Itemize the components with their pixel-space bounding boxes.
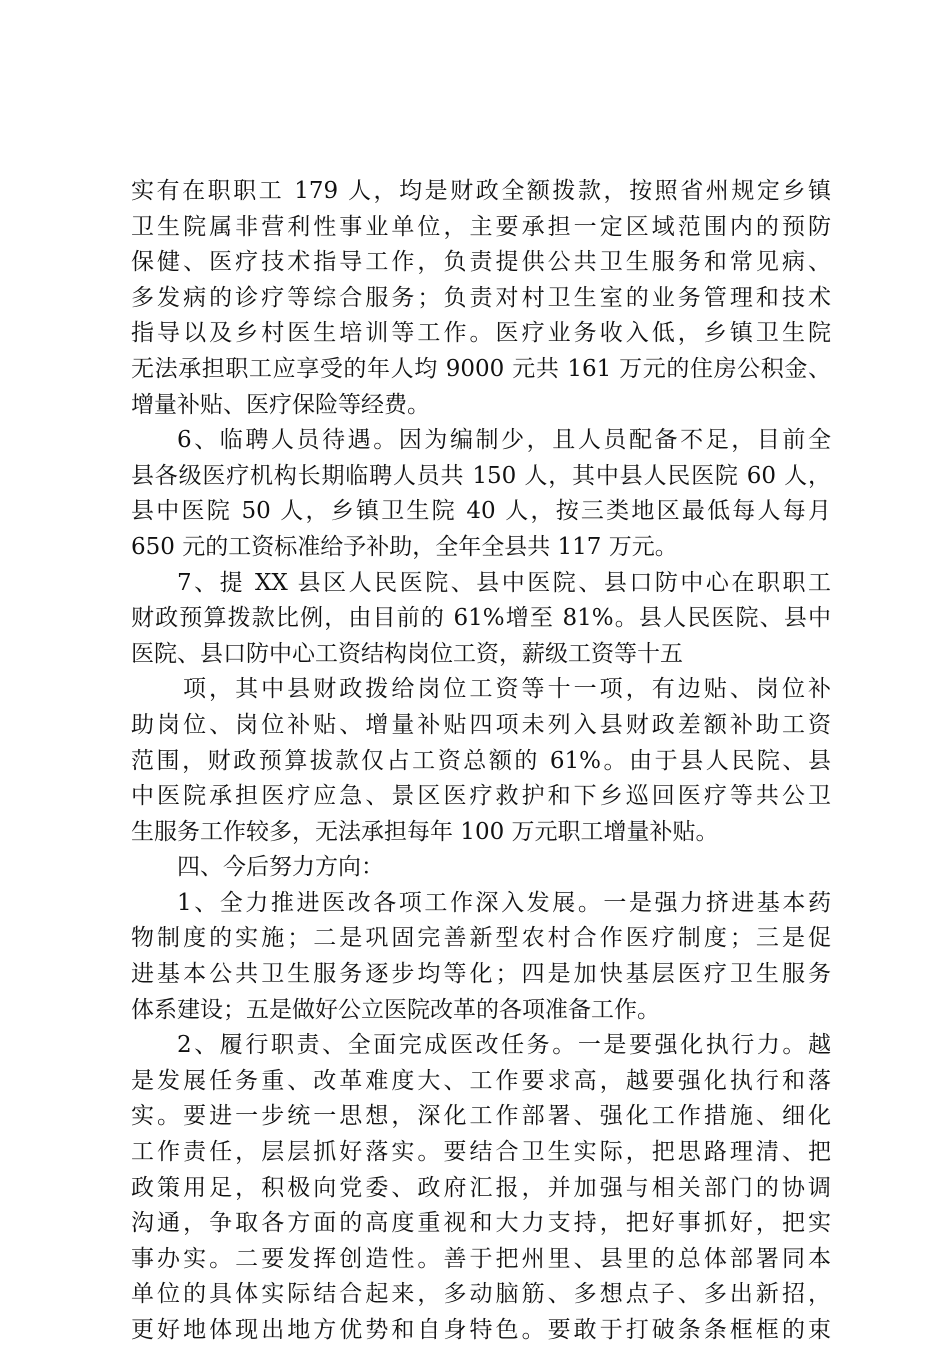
text-line: 6、临聘人员待遇。因为编制少，且人员配备不足，目前全 xyxy=(177,427,831,454)
text-line: 财政预算拨款比例，由目前的 61%增至 81%。县人民医院、县中 xyxy=(131,605,831,632)
text-line: 650 元的工资标准给予补助，全年全县共 117 万元。 xyxy=(131,533,678,560)
text-line: 事办实。二要发挥创造性。善于把州里、县里的总体部署同本 xyxy=(131,1245,831,1272)
text-line: 无法承担职工应享受的年人均 9000 元共 161 万元的住房公积金、 xyxy=(131,355,831,382)
text-line: 工作责任，层层抓好落实。要结合卫生实际，把思路理清、把 xyxy=(131,1139,831,1166)
text-line: 政策用足，积极向党委、政府汇报，并加强与相关部门的协调 xyxy=(131,1174,831,1201)
text-line: 更好地体现出地方优势和自身特色。要敢于打破条条框框的束 xyxy=(131,1317,831,1343)
text-line: 保健、医疗技术指导工作，负责提供公共卫生服务和常见病、 xyxy=(131,249,831,276)
text-line: 卫生院属非营利性事业单位，主要承担一定区域范围内的预防 xyxy=(131,213,831,240)
text-line: 实有在职职工 179 人，均是财政全额拨款，按照省州规定乡镇 xyxy=(131,178,831,204)
document-body xyxy=(131,174,831,1349)
text-line: 1、全力推进医改各项工作深入发展。一是强力挤进基本药 xyxy=(177,889,831,916)
text-line: 单位的具体实际结合起来，多动脑筋、多想点子、多出新招， xyxy=(131,1281,831,1308)
text-line: 进基本公共卫生服务逐步均等化；四是加快基层医疗卫生服务 xyxy=(131,961,831,988)
text-line: 项，其中县财政拨给岗位工资等十一项，有边贴、岗位补 xyxy=(183,676,831,703)
text-line: 2、履行职责、全面完成医改任务。一是要强化执行力。越 xyxy=(177,1032,831,1059)
text-line: 范围，财政预算拔款仅占工资总额的 61%。由于县人民院、县 xyxy=(131,747,831,774)
text-line: 实。要进一步统一思想，深化工作部署、强化工作措施、细化 xyxy=(131,1103,831,1130)
text-line: 指导以及乡村医生培训等工作。医疗业务收入低，乡镇卫生院 xyxy=(131,320,831,347)
text-line: 增量补贴、医疗保险等经费。 xyxy=(131,391,430,418)
text-line: 县各级医疗机构长期临聘人员共 150 人，其中县人民医院 60 人， xyxy=(131,462,831,489)
text-line: 体系建设；五是做好公立医院改革的各项准备工作。 xyxy=(131,996,660,1023)
text-line: 7、提 XX 县区人民医院、县中医院、县口防中心在职职工 xyxy=(177,569,831,596)
text-line: 是发展任务重、改革难度大、工作要求高，越要强化执行和落 xyxy=(131,1067,831,1094)
text-line: 多发病的诊疗等综合服务；负责对村卫生室的业务管理和技术 xyxy=(131,284,831,311)
section-heading: 四、今后努力方向： xyxy=(177,854,384,881)
text-line: 中医院承担医疗应急、景区医疗救护和下乡巡回医疗等共公卫 xyxy=(131,783,831,810)
text-line: 生服务工作较多，无法承担每年 100 万元职工增量补贴。 xyxy=(131,818,719,845)
text-line: 助岗位、岗位补贴、增量补贴四项未列入县财政差额补助工资 xyxy=(131,711,831,738)
text-line: 沟通，争取各方面的高度重视和大力支持，把好事抓好，把实 xyxy=(131,1210,831,1237)
text-line: 县中医院 50 人，乡镇卫生院 40 人，按三类地区最低每人每月 xyxy=(131,498,831,525)
text-line: 物制度的实施；二是巩固完善新型农村合作医疗制度；三是促 xyxy=(131,925,831,952)
text-line: 医院、县口防中心工资结构岗位工资，薪级工资等十五 xyxy=(131,640,683,667)
